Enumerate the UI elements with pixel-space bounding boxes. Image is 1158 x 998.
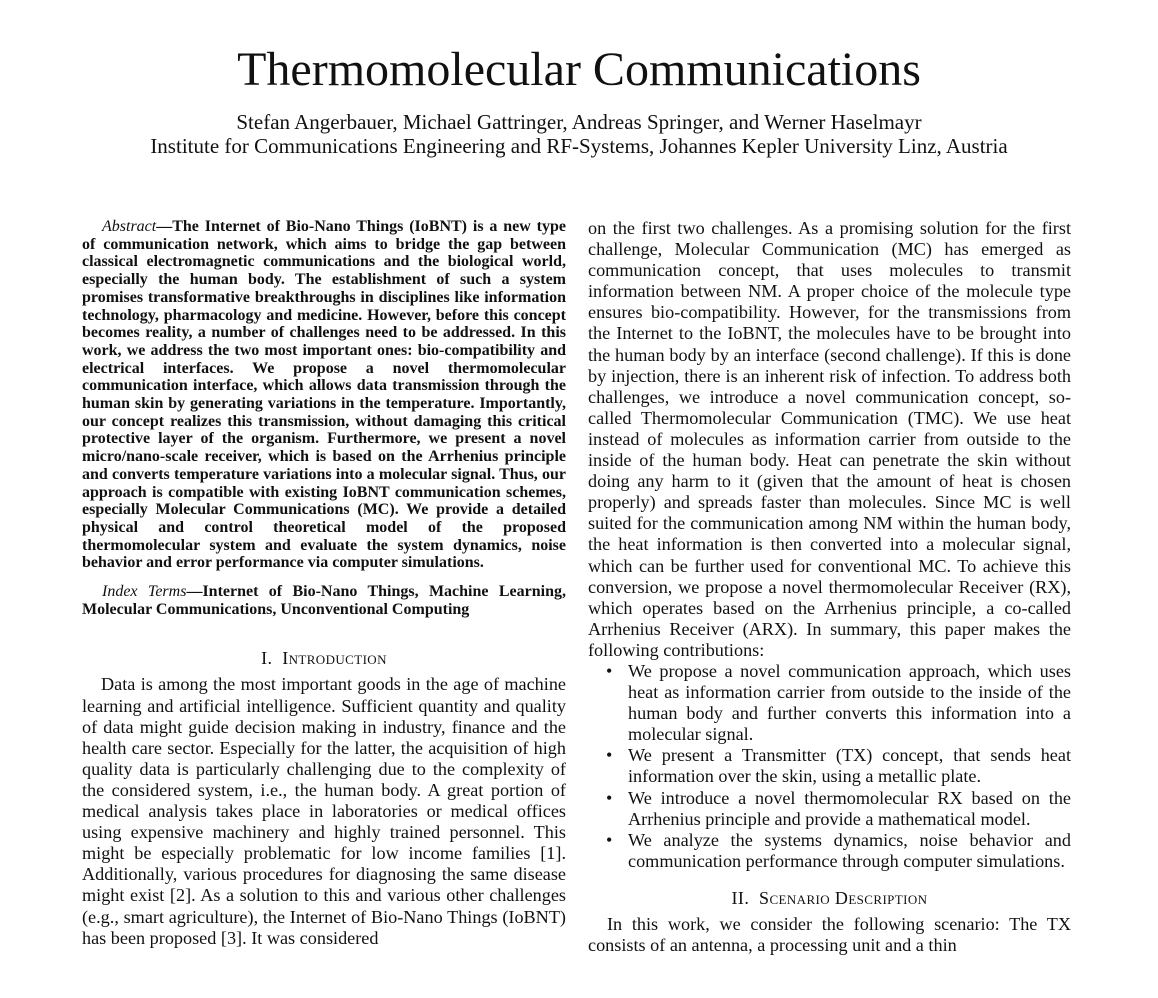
section-heading-introduction: [82, 647, 566, 669]
section-numeral: I.: [261, 648, 273, 669]
index-terms-label: Index Terms: [102, 583, 187, 601]
right-column: [588, 218, 1071, 956]
list-item: • We propose a novel communication approach, which uses heat as information carrier from outside to the inside of the human body and further converts this information into a molecular signal.: [606, 660, 1071, 745]
index-terms-text: —Internet of Bio-Nano Things, Machine Learning, Molecular Communications, Unconventional Computing: [82, 583, 566, 618]
paper-title: Thermomolecular Communications: [237, 43, 921, 96]
bullet-icon: •: [606, 660, 613, 681]
list-item: • We analyze the systems dynamics, noise behavior and communication performance through computer simulations.: [606, 829, 1071, 871]
intro-paragraph-continued: on the first two challenges. As a promising solution for the first challenge, Molecular Communication (MC) has emerged as communication concept, that uses molecules to transmit information between NM. A proper choice of the molecule type ensures bio-compatibility. However, for the transmissions from the Internet to the IoBNT, the molecules have to be brought into the human body by an interface (second challenge). If this is done by injection, there is an inherent risk of infection. To address both challenges, we introduce a novel communication concept, so-called Thermomolecular Communication (TMC). We use heat instead of molecules as information carrier from outside to the inside of the human body. Heat can penetrate the skin without doing any harm to it (given that the amount of heat is chosen properly) and spreads faster than molecules. Since MC is well suited for the communication among NM within the human body, the heat information is then converted into a molecular signal, which can be further used for conventional MC. To achieve this conversion, we propose a novel thermomolecular Receiver (RX), which operates based on the Arrhenius principle, a co-called Arrhenius Receiver (ARX). In summary, this paper makes the following contributions:: [588, 218, 1071, 660]
index-terms: [82, 583, 566, 618]
section-title: Scenario Description: [759, 887, 928, 908]
affiliation: Institute for Communications Engineering and RF-Systems, Johannes Kepler University Linz, Austria: [150, 134, 1008, 158]
bullet-icon: •: [606, 787, 613, 808]
bullet-icon: •: [606, 745, 613, 766]
list-item: • We present a Transmitter (TX) concept, that sends heat information over the skin, using a metallic plate.: [606, 745, 1071, 787]
abstract-text: —The Internet of Bio-Nano Things (IoBNT) is a new type of communication network, which aims to bridge the gap between classical electromagnetic communications and the biological world, especially the human body. The establishment of such a system promises transformative breakthroughs in disciplines like information technology, pharmacology and medicine. However, before this concept becomes reality, a number of challenges need to be addressed. In this work, we address the two most important ones: bio-compatibility and electrical interfaces. We propose a novel thermomolecular communication interface, which allows data transmission through the human skin by generating variations in the temperature. Importantly, our concept realizes this transmission, without damaging this critical protective layer of the organism. Furthermore, we present a novel micro/nano-scale receiver, which is based on the Arrhenius principle and converts temperature variations into a molecular signal. Thus, our approach is compatible with existing IoBNT communication schemes, especially Molecular Communications (MC). We provide a detailed physical and control theoretical model of the proposed thermomolecular system and evaluate the system dynamics, noise behavior and error performance via computer simulations.: [82, 218, 566, 572]
section-title: Introduction: [282, 648, 387, 669]
intro-paragraph: Data is among the most important goods in the age of machine learning and artificial intelligence. Sufficient quantity and quality of data might guide decision making in industry, finance and the health care sector. Especially for the latter, the acquisition of high quality data is particularly challenging due to the complexity of the considered system, i.e., the human body. A great portion of medical analysis takes place in laboratories or medical offices using expensive machinery and highly trained personnel. This might be especially problematic for low income families [1]. Additionally, various procedures for diagnosing the same disease might exist [2]. As a solution to this and various other challenges (e.g., smart agriculture), the Internet of Bio-Nano Things (IoBNT) has been proposed [3]. It was considered: [82, 674, 566, 948]
abstract-label: Abstract: [102, 218, 157, 235]
bullet-icon: •: [606, 829, 613, 850]
contribution-list: [588, 661, 1071, 872]
author-list: Stefan Angerbauer, Michael Gattringer, Andreas Springer, and Werner Haselmayr: [236, 110, 922, 134]
left-column: [82, 218, 566, 949]
section-heading-scenario: [588, 887, 1071, 909]
list-item: • We introduce a novel thermomolecular RX based on the Arrhenius principle and provide a mathematical model.: [606, 787, 1071, 829]
abstract: [82, 218, 566, 572]
section-numeral: II.: [731, 887, 750, 908]
scenario-paragraph: In this work, we consider the following scenario: The TX consists of an antenna, a processing unit and a thin: [588, 913, 1071, 955]
